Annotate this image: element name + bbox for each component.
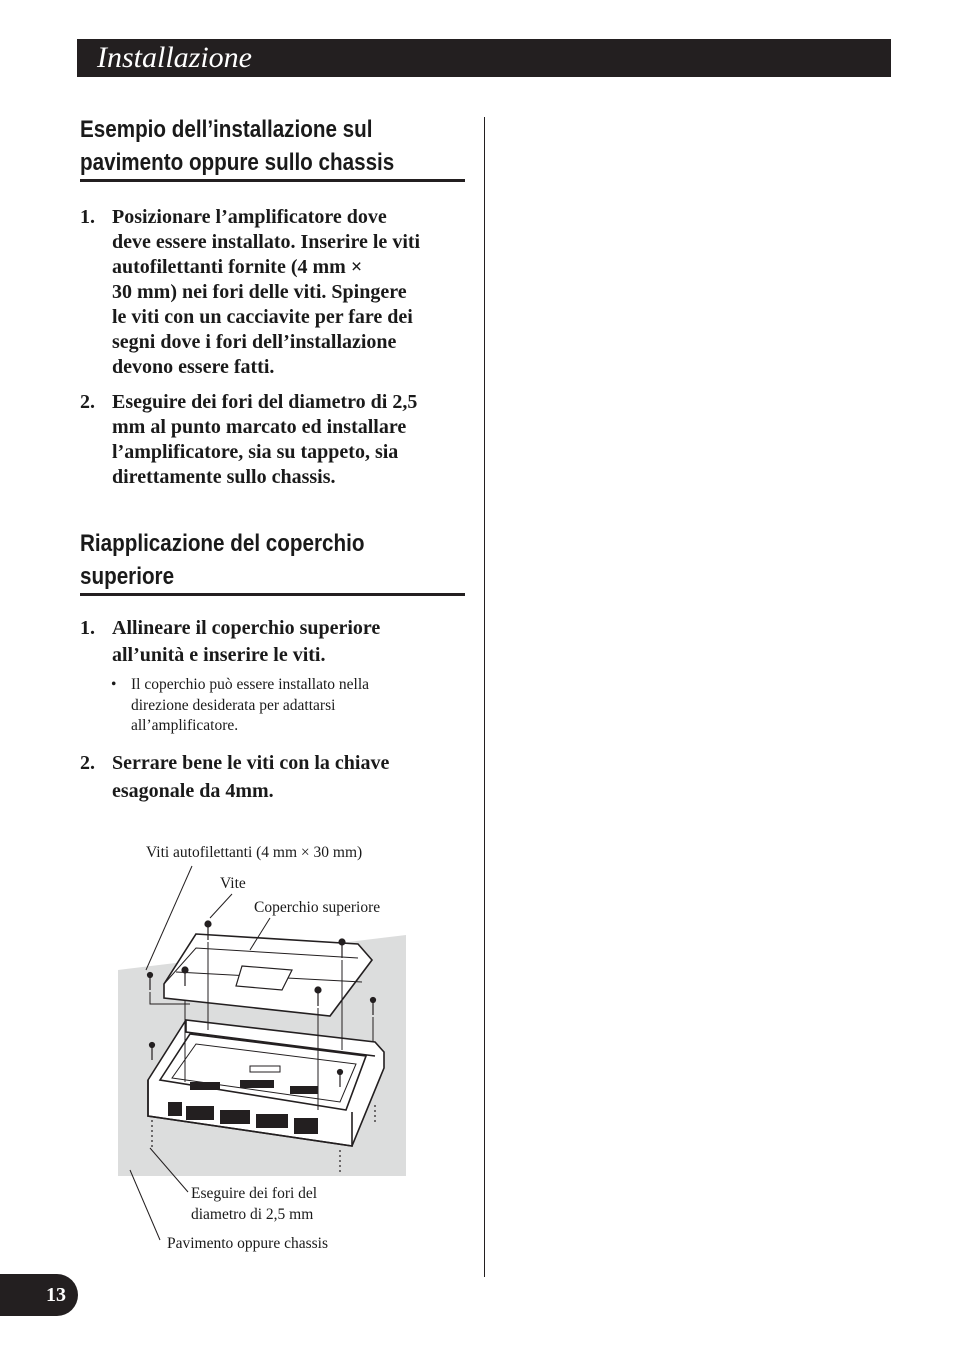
step-line: devono essere fatti. bbox=[112, 356, 275, 378]
label-screw: Vite bbox=[220, 875, 246, 892]
step-line: Serrare bene le viti con la chiave bbox=[112, 751, 390, 774]
bullet-line: direzione desiderata per adattarsi bbox=[131, 696, 336, 714]
label-floor-or-chassis: Pavimento oppure chassis bbox=[167, 1235, 329, 1252]
step-number: 1. bbox=[80, 206, 95, 228]
label-drill-holes bbox=[191, 1183, 317, 1225]
bullet-mark: • bbox=[111, 676, 117, 693]
step-number: 2. bbox=[80, 751, 95, 774]
step-line: autofilettanti fornite (4 mm × bbox=[112, 256, 363, 278]
step-line: esagonale da 4mm. bbox=[112, 779, 274, 802]
section-heading-line: pavimento oppure sullo chassis bbox=[80, 149, 395, 176]
step-line: all’unità e inserire le viti. bbox=[112, 644, 326, 666]
step-line: 30 mm) nei fori delle viti. Spingere bbox=[112, 281, 407, 303]
step-line: direttamente sullo chassis. bbox=[112, 466, 336, 488]
step-number: 2. bbox=[80, 391, 95, 413]
step-line: le viti con un cacciavite per fare dei bbox=[112, 306, 413, 328]
step-line: Posizionare l’amplificatore dove bbox=[112, 206, 387, 228]
page-number-tab bbox=[0, 1274, 78, 1316]
step-line: mm al punto marcato ed installare bbox=[112, 416, 407, 438]
bullet-line: all’amplificatore. bbox=[131, 717, 239, 734]
label-top-cover: Coperchio superiore bbox=[254, 899, 381, 916]
section-heading-line: Riapplicazione del coperchio bbox=[80, 530, 365, 557]
section-heading-line: superiore bbox=[80, 563, 175, 590]
step-line: segni dove i fori dell’installazione bbox=[112, 331, 397, 353]
page-number: 13 bbox=[46, 1284, 66, 1306]
step-line: l’amplificatore, sia su tappeto, sia bbox=[112, 441, 399, 463]
section-heading-line: Esempio dell’installazione sul bbox=[80, 116, 373, 143]
step-line: Allineare il coperchio superiore bbox=[112, 617, 381, 639]
label-line: Eseguire dei fori del bbox=[191, 1185, 318, 1202]
step-line: deve essere installato. Inserire le viti bbox=[112, 231, 421, 253]
label-self-tapping-screws: Viti autofilettanti (4 mm × 30 mm) bbox=[146, 844, 363, 861]
label-line: diametro di 2,5 mm bbox=[191, 1206, 314, 1223]
bullet-line: Il coperchio può essere installato nella bbox=[131, 676, 370, 693]
step-number: 1. bbox=[80, 617, 95, 639]
page-title: Installazione bbox=[97, 41, 252, 74]
step-line: Eseguire dei fori del diametro di 2,5 bbox=[112, 391, 418, 413]
